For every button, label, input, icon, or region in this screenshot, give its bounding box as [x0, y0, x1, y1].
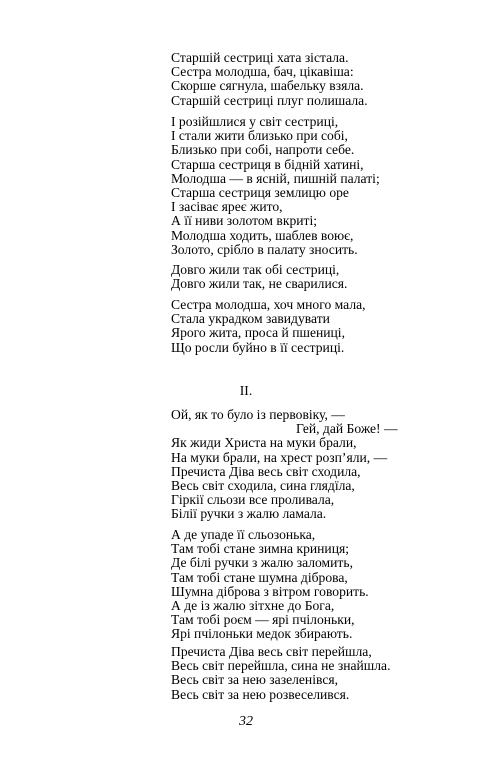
verse-line: Сестра молодша, бач, цікавіша: — [171, 64, 354, 80]
verse-line: Там тобі стане шумна діброва, — [171, 569, 348, 585]
verse-line: Там тобі роєм — ярі пчілоньки, — [171, 612, 355, 628]
stanza-7 — [171, 645, 391, 702]
verse-line: На муки брали, на хрест розп’яли, — — [171, 449, 388, 465]
verse-line: Там тобі стане зимна криниця; — [171, 541, 350, 557]
verse-line: Гіркії сльози все проливала, — [171, 492, 335, 508]
verse-line: Білії ручки з жалю ламала. — [171, 506, 327, 522]
verse-line: Що росли буйно в її сестриці. — [171, 339, 345, 355]
verse-line: Молодша ходить, шаблев воює, — [171, 227, 354, 243]
page-number: 32 — [239, 714, 253, 729]
verse-line: Де білі ручки з жалю заломить, — [171, 555, 353, 571]
verse-line: І стали жити близько при собі, — [171, 128, 348, 144]
verse-refrain: Гей, дай Боже! — — [296, 421, 398, 437]
verse-line: Весь світ перейшла, сина не знайшла. — [171, 658, 391, 674]
verse-line: Скорше сягнула, шабельку взяла. — [171, 78, 364, 94]
verse-line: Весь світ сходила, сина глядїла, — [171, 478, 355, 494]
verse-line: І засіває яреє жито, — [171, 199, 283, 215]
verse-line: Стала украдком завидувати — [171, 311, 330, 327]
stanza-2 — [171, 115, 380, 257]
verse-line: Пречиста Діва весь світ сходила, — [171, 463, 361, 479]
stanza-1 — [171, 51, 368, 108]
verse-line: А де упаде її сльозонька, — [171, 527, 316, 542]
verse-line: Довго жили так обі сестриці, — [171, 262, 340, 277]
verse-line: Близько при собі, напроти себе. — [171, 142, 355, 158]
stanza-5 — [171, 408, 398, 522]
verse-line: Старша сестриця в бідній хатині, — [171, 156, 364, 172]
verse-line: Пречиста Діва весь світ перейшла, — [171, 644, 372, 659]
stanza-3 — [171, 263, 347, 291]
verse-line: Сестра молодша, хоч много мала, — [171, 297, 366, 312]
verse-line: Весь світ за нею розвеселився. — [171, 686, 350, 702]
verse-line: Старшій сестриці плуг полишала. — [171, 92, 368, 108]
stanza-4 — [171, 298, 366, 355]
verse-line: І розійшлися у світ сестриці, — [171, 114, 339, 129]
verse-line: А її ниви золотом вкриті; — [171, 213, 318, 229]
verse-line: Довго жили так, не сварилися. — [171, 276, 348, 292]
verse-line: Золото, срібло в палату зносить. — [171, 241, 358, 257]
verse-line: Шумна діброва з вітром говорить. — [171, 583, 369, 599]
verse-line: Ярого жита, проса й пшениці, — [171, 325, 345, 341]
verse-line: Старшій сестриці хата зістала. — [171, 50, 349, 65]
verse-line: Ярі пчілоньки медок збирають. — [171, 626, 353, 642]
verse-line: Ой, як то було із первовіку, — — [171, 407, 345, 422]
section-heading: II. — [239, 383, 253, 398]
verse-line: Старша сестриця землицю оре — [171, 185, 349, 201]
verse-line: Весь світ за нею зазеленівся, — [171, 672, 339, 688]
verse-line: Молодша — в ясній, пишній палаті; — [171, 170, 380, 186]
stanza-6 — [171, 528, 369, 642]
verse-line: А де із жалю зітхне до Бога, — [171, 598, 335, 614]
verse-line: Як жиди Христа на муки брали, — [171, 435, 357, 451]
